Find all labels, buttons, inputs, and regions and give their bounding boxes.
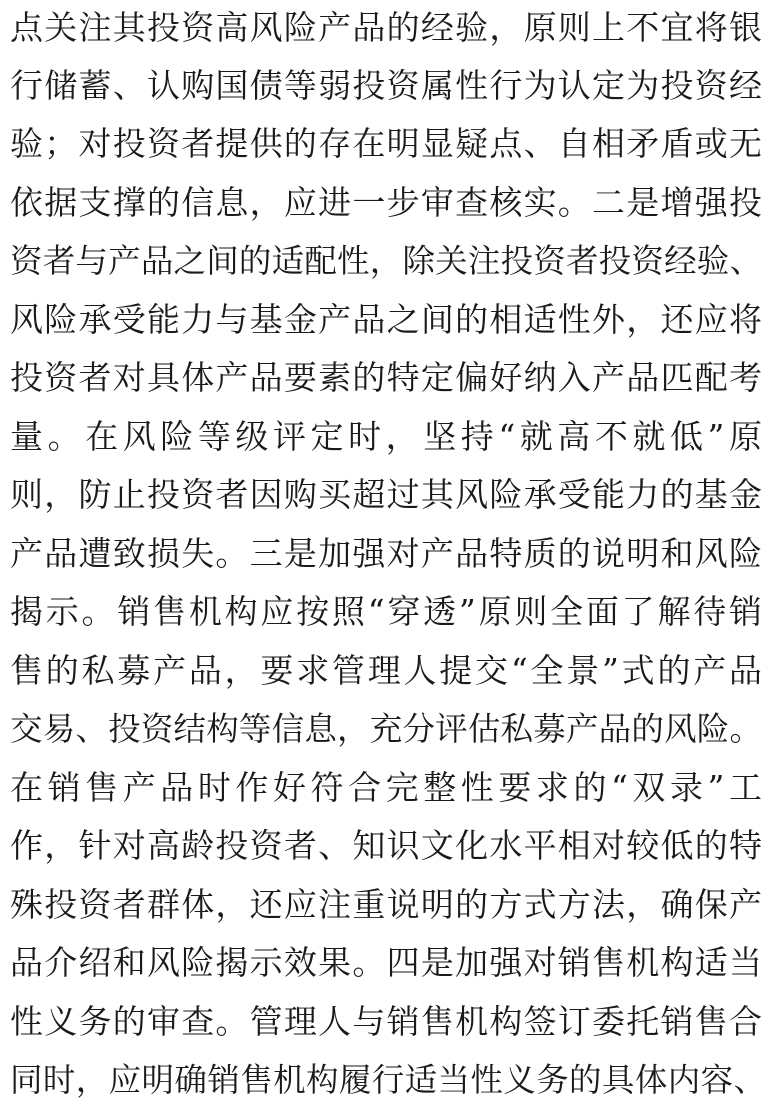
text-line: 验；对投资者提供的存在明显疑点、自相矛盾或无 — [10, 124, 762, 163]
text-line: 则，防止投资者因购买超过其风险承受能力的基金 — [10, 475, 762, 514]
text-line: 揭示。销售机构应按照“穿透”原则全面了解待销 — [10, 592, 762, 631]
text-line: 交易、投资结构等信息，充分评估私募产品的风险。 — [10, 710, 762, 748]
text-line: 作，针对高龄投资者、知识文化水平相对较低的特 — [10, 826, 762, 865]
text-line: 殊投资者群体，还应注重说明的方式方法，确保产 — [10, 885, 762, 924]
text-line: 量。在风险等级评定时，坚持“就高不就低”原 — [10, 417, 762, 456]
text-line: 依据支撑的信息，应进一步审查核实。二是增强投 — [10, 183, 762, 222]
text-line: 产品遭致损失。三是加强对产品特质的说明和风险 — [10, 534, 762, 573]
text-line: 同时，应明确销售机构履行适当性义务的具体内容、 — [10, 1061, 766, 1099]
text-line: 品介绍和风险揭示效果。四是加强对销售机构适当 — [10, 943, 762, 982]
text-line: 行储蓄、认购国债等弱投资属性行为认定为投资经 — [10, 66, 762, 105]
text-line: 风险承受能力与基金产品之间的相适性外，还应将 — [10, 300, 762, 339]
text-line: 资者与产品之间的适配性，除关注投资者投资经验、 — [10, 242, 762, 280]
text-line: 投资者对具体产品要素的特定偏好纳入产品匹配考 — [10, 358, 762, 397]
text-line: 点关注其投资高风险产品的经验，原则上不宜将银 — [10, 8, 762, 47]
text-line: 售的私募产品，要求管理人提交“全景”式的产品 — [10, 651, 762, 690]
text-line: 性义务的审查。管理人与销售机构签订委托销售合 — [10, 1002, 762, 1041]
text-line: 在销售产品时作好符合完整性要求的“双录”工 — [10, 768, 762, 807]
